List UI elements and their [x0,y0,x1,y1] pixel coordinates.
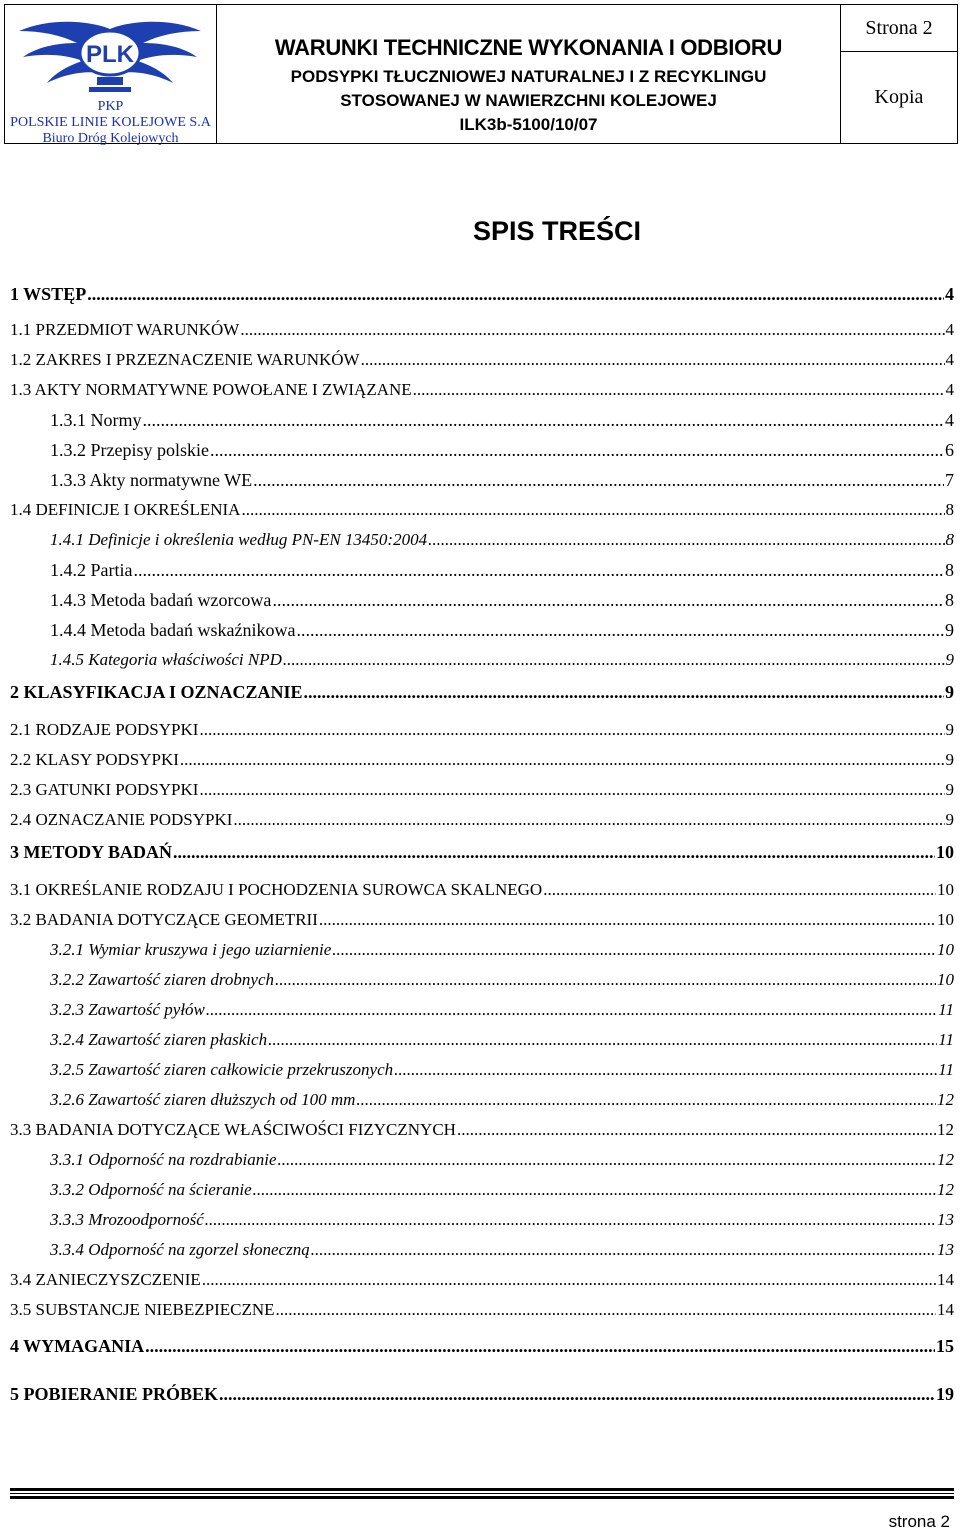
toc-entry[interactable] [10,284,954,305]
toc-entry-label: 3.2.2 Zawartość ziaren drobnych [50,970,274,989]
toc-entry-page: 8 [945,530,954,549]
toc-entry-page: 15 [936,1336,954,1356]
toc-dot-leader [199,780,944,800]
toc-entry-label: 2.2 KLASY PODSYPKI [10,750,179,769]
toc-entry-page: 12 [937,1180,954,1199]
toc-entry-label: 3.2.1 Wymiar kruszywa i jego uziarnienie [50,940,332,959]
toc-entry-label: 3.2.6 Zawartość ziaren dłuższych od 100 mm [50,1090,356,1109]
toc-entry[interactable] [10,1030,954,1050]
toc-entry-page: 10 [937,940,954,959]
toc-entry-label: 1.4.4 Metoda badań wskaźnikowa [50,620,296,640]
logo-line-bureau: Biuro Dróg Kolejowych [42,131,179,146]
subtitle-line-2: STOSOWANEJ W NAWIERZCHNI KOLEJOWEJ [340,91,717,110]
toc-entry-label: 1.4.5 Kategoria właściwości NPD [50,650,282,669]
toc-entry[interactable] [10,1180,954,1200]
toc-entry-page: 4 [945,320,954,339]
toc-entry[interactable] [10,810,954,830]
logo-caption [5,99,216,147]
toc-entry-label: 3.3.1 Odporność na rozdrabianie [50,1150,277,1169]
toc-entry-label: 2.3 GATUNKI PODSYPKI [10,780,199,799]
footer-page-number: strona 2 [888,1512,950,1531]
toc-entry-label: 1.4.2 Partia [50,560,133,580]
plk-winged-logo [11,11,209,97]
toc-entry-label: 2 KLASYFIKACJA I OZNACZANIE [10,682,303,702]
toc-dot-leader [134,560,945,581]
toc-entry-page: 9 [945,650,954,669]
toc-entry-page: 8 [945,500,954,519]
toc-entry-page: 6 [945,440,954,460]
toc-entry-label: 3.2.5 Zawartość ziaren całkowicie przekruszonych [50,1060,394,1079]
toc-dot-leader [428,530,944,550]
toc-entry-page: 9 [945,620,954,640]
toc-entry[interactable] [10,1090,954,1110]
toc-entry[interactable] [10,1120,954,1140]
toc-entry[interactable] [10,500,954,520]
toc-entry[interactable] [10,1384,954,1405]
toc-entry[interactable] [10,1060,954,1080]
toc-dot-leader [253,1180,936,1200]
toc-entry[interactable] [10,780,954,800]
toc-entry-label: 3.1 OKREŚLANIE RODZAJU I POCHODZENIA SUROWCA SKALNEGO [10,880,543,899]
toc-entry[interactable] [10,350,954,370]
toc-entry[interactable] [10,682,954,703]
toc-entry[interactable] [10,620,954,641]
title-cell [217,5,841,143]
toc-entry[interactable] [10,1336,954,1357]
toc-dot-leader [413,380,945,400]
toc-dot-leader [457,1120,936,1140]
toc-dot-leader [268,1030,937,1050]
toc-entry-page: 4 [945,284,954,304]
toc-entry-page: 8 [945,560,954,580]
toc-entry-page: 11 [938,1060,954,1079]
toc-dot-leader [278,1150,936,1170]
logo-line-company: POLSKIE LINIE KOLEJOWE S.A [10,115,211,130]
toc-entry[interactable] [10,910,954,930]
toc-entry[interactable] [10,590,954,611]
toc-entry-label: 3.2 BADANIA DOTYCZĄCE GEOMETRII [10,910,318,929]
toc-entry-label: 2.4 OZNACZANIE PODSYPKI [10,810,233,829]
toc-entry-page: 4 [945,350,954,369]
toc-dot-leader [205,1210,936,1230]
toc-entry-label: 2.1 RODZAJE PODSYPKI [10,720,199,739]
toc-dot-leader [87,284,944,305]
toc-entry[interactable] [10,440,954,461]
toc-entry-page: 19 [936,1384,954,1404]
toc-entry[interactable] [10,940,954,960]
toc-dot-leader [304,682,944,703]
toc-entry-label: 5 POBIERANIE PRÓBEK [10,1384,219,1404]
toc-entry[interactable] [10,880,954,900]
toc-entry-label: 3.5 SUBSTANCJE NIEBEZPIECZNE [10,1300,275,1319]
toc-entry-page: 7 [945,470,954,490]
toc-entry-label: 3.3.4 Odporność na zgorzel słoneczną [50,1240,310,1259]
footer-rule [10,1488,954,1499]
toc-entry-page: 12 [937,1150,954,1169]
toc-entry-page: 14 [937,1270,954,1289]
toc-entry[interactable] [10,560,954,581]
toc-entry-page: 4 [945,410,954,430]
toc-entry-page: 10 [936,842,954,862]
toc-entry-page: 14 [937,1300,954,1319]
copy-label-box: Kopia [874,86,924,108]
toc-entry-label: 1.3 AKTY NORMATYWNE POWOŁANE I ZWIĄZANE [10,380,412,399]
toc-entry-label: 1.3.2 Przepisy polskie [50,440,209,460]
page-number-box: Strona 2 [841,5,957,52]
toc-dot-leader [275,970,936,990]
toc-entry[interactable] [10,1240,954,1260]
toc-entry-page: 9 [945,780,954,799]
document-title: WARUNKI TECHNICZNE WYKONANIA I ODBIORU [274,35,783,60]
toc-entry-label: 1.3.3 Akty normatywne WE [50,470,253,490]
toc-entry-page: 13 [937,1210,954,1229]
toc-dot-leader [233,810,944,830]
toc-entry[interactable] [10,1210,954,1230]
logo-cell [5,5,217,146]
toc-dot-leader [240,320,944,340]
toc-entry-label: 1.1 PRZEDMIOT WARUNKÓW [10,320,240,339]
toc-dot-leader [543,880,936,900]
toc-dot-leader [202,1270,936,1290]
toc-entry-page: 11 [938,1030,954,1049]
toc-dot-leader [283,650,945,670]
toc-entry-label: 1.2 ZAKRES I PRZEZNACZENIE WARUNKÓW [10,350,360,369]
toc-dot-leader [319,910,936,930]
toc-entry-page: 10 [937,970,954,989]
toc-entry-page: 9 [945,810,954,829]
document-subtitle [217,65,840,137]
toc-entry-page: 9 [945,750,954,769]
toc-dot-leader [296,620,944,641]
toc-entry[interactable] [10,410,954,431]
toc-entry-label: 3.3 BADANIA DOTYCZĄCE WŁAŚCIWOŚCI FIZYCZNYCH [10,1120,456,1139]
logo-lettering: PLK [86,41,134,68]
toc-dot-leader [173,842,935,863]
toc-entry-label: 3.2.4 Zawartość ziaren płaskich [50,1030,268,1049]
toc-entry[interactable] [10,320,954,340]
toc-entry[interactable] [10,470,954,491]
toc-dot-leader [143,410,945,431]
toc-entry[interactable] [10,720,954,740]
document-header [4,4,958,144]
toc-entry-page: 10 [937,880,954,899]
toc-entry-label: 4 WYMAGANIA [10,1336,145,1356]
toc-entry-label: 1.4.1 Definicje i określenia według PN-EN 13450:2004 [50,530,428,549]
toc-dot-leader [361,350,945,370]
toc-entry-page: 9 [945,682,954,702]
toc-dot-leader [219,1384,935,1405]
toc-entry-page: 13 [937,1240,954,1259]
toc-dot-leader [272,590,944,611]
toc-entry-label: 3.4 ZANIECZYSZCZENIE [10,1270,201,1289]
toc-entry-page: 12 [937,1090,954,1109]
toc-dot-leader [180,750,945,770]
toc-entry-label: 1.3.1 Normy [50,410,142,430]
toc-heading [0,216,960,247]
toc-dot-leader [311,1240,936,1260]
toc-dot-leader [332,940,936,960]
toc-entry-label: 3 METODY BADAŃ [10,842,173,862]
subtitle-line-1: PODSYPKI TŁUCZNIOWEJ NATURALNEJ I Z RECYKLINGU [290,67,767,86]
toc-entry-label: 3.2.3 Zawartość pyłów [50,1000,205,1019]
toc-title: SPIS TREŚCI [472,216,642,246]
toc-entry-label: 1.4 DEFINICJE I OKREŚLENIA [10,500,241,519]
toc-dot-leader [253,470,944,491]
toc-dot-leader [206,1000,937,1020]
toc-entry[interactable] [10,530,954,550]
toc-entry-label: 3.3.2 Odporność na ścieranie [50,1180,252,1199]
toc-entry-label: 1 WSTĘP [10,284,87,304]
toc-dot-leader [241,500,944,520]
toc-entry[interactable] [10,1270,954,1290]
toc-entry[interactable] [10,842,954,863]
toc-dot-leader [199,720,944,740]
toc-dot-leader [394,1060,937,1080]
toc-entry[interactable] [10,1300,954,1320]
toc-entry[interactable] [10,1150,954,1170]
subtitle-line-3: ILK3b-5100/10/07 [459,115,598,134]
toc-dot-leader [356,1090,936,1110]
toc-entry[interactable] [10,380,954,400]
toc-entry-label: 1.4.3 Metoda badań wzorcowa [50,590,272,610]
toc-entry[interactable] [10,750,954,770]
toc-entry-page: 8 [945,590,954,610]
toc-entry-page: 9 [945,720,954,739]
toc-dot-leader [210,440,944,461]
toc-entry-page: 12 [937,1120,954,1139]
toc-entry[interactable] [10,650,954,670]
toc-entry-page: 10 [937,910,954,929]
meta-cell [841,5,957,143]
toc-dot-leader [276,1300,936,1320]
toc-entry-page: 11 [938,1000,954,1019]
toc-entry-label: 3.3.3 Mrozoodporność [50,1210,204,1229]
toc-entry[interactable] [10,1000,954,1020]
toc-dot-leader [145,1336,935,1357]
toc-entry-page: 4 [945,380,954,399]
toc-entry[interactable] [10,970,954,990]
logo-line-pkp: PKP [97,99,124,114]
